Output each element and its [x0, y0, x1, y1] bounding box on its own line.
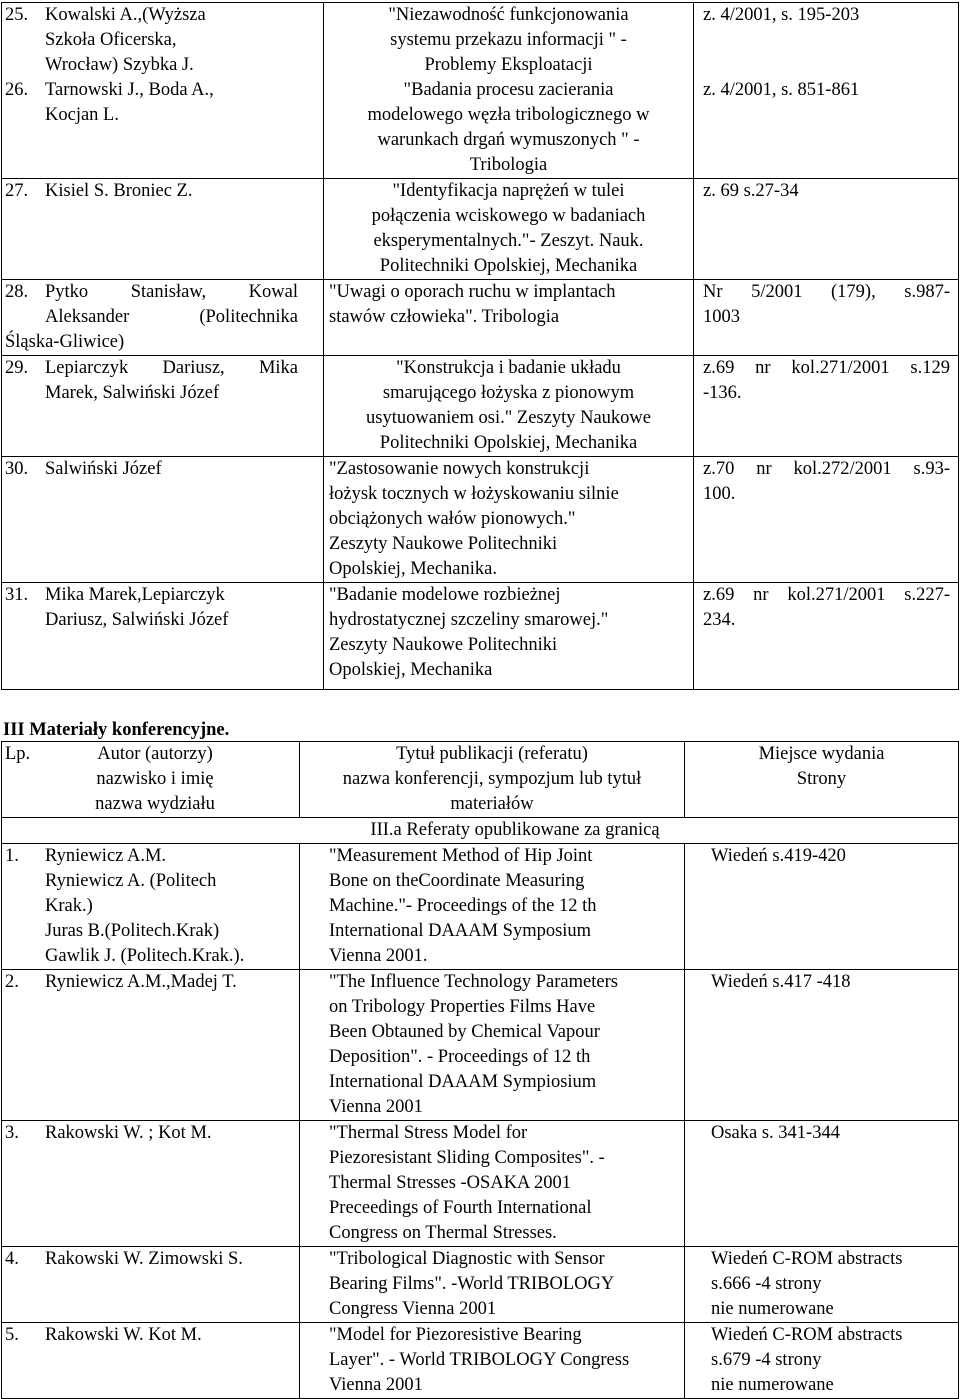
author-line: Marek, Salwiński Józef [45, 383, 220, 403]
author-line: Juras B.(Politech.Krak) [45, 921, 220, 941]
title-line: Opolskiej, Mechanika [329, 660, 493, 680]
row-number: 3. [5, 1123, 19, 1143]
author-line: Kisiel S. Broniec Z. [45, 181, 193, 201]
title-line: "Identyfikacja naprężeń w tulei [392, 181, 625, 201]
source-line: -136. [703, 383, 742, 403]
conference-materials-table [1, 741, 959, 1399]
title-line: hydrostatycznej szczeliny smarowej." [329, 610, 609, 630]
author-line: Aleksander (Politechnika [45, 307, 298, 327]
title-line: on Tribology Properties Films Have [329, 997, 596, 1017]
author-line: Gawlik J. (Politech.Krak.). [45, 946, 245, 966]
author-line: Rakowski W. ; Kot M. [45, 1123, 212, 1143]
author-line: Krak.) [45, 896, 93, 916]
table-row [2, 970, 959, 1121]
title-line: Politechniki Opolskiej, Mechanika [379, 433, 638, 453]
author-line: Tarnowski J., Boda A., [45, 80, 214, 100]
title-line: "Thermal Stress Model for [329, 1123, 528, 1143]
title-line: International DAAAM Sympiosium [329, 1072, 597, 1092]
table-header-row [2, 742, 959, 818]
source-line: z.69 nr kol.271/2001 s.129 [703, 358, 950, 378]
title-line: Deposition". - Proceedings of 12 th [329, 1047, 591, 1067]
author-line: Rakowski W. Zimowski S. [45, 1249, 243, 1269]
table-row [2, 1121, 959, 1247]
table-row [2, 179, 959, 280]
author-line: Mika Marek,Lepiarczyk [45, 585, 225, 605]
title-line: Zeszyty Naukowe Politechniki [329, 534, 558, 554]
place-line: s.679 -4 strony [711, 1350, 822, 1370]
title-line: systemu przekazu informacji " - [390, 30, 627, 50]
header-author: nazwisko i imię [96, 769, 214, 789]
title-line: Politechniki Opolskiej, Mechanika [379, 256, 638, 276]
section-title: III Materiały konferencyjne. [3, 720, 230, 740]
author-line: Śląska-Gliwice) [5, 332, 125, 352]
author-line: Salwiński Józef [45, 459, 162, 479]
row-number: 2. [5, 972, 19, 992]
source-line: Nr 5/2001 (179), s.987- [703, 282, 950, 302]
title-line: "Niezawodność funkcjonowania [388, 5, 629, 25]
title-line: Congress on Thermal Stresses. [329, 1223, 557, 1243]
title-line: "Badanie modelowe rozbieżnej [329, 585, 561, 605]
author-line: Pytko Stanisław, Kowal [45, 282, 298, 302]
header-author: Autor (autorzy) [97, 744, 213, 764]
title-line: "Measurement Method of Hip Joint [329, 846, 593, 866]
author-line: Kocjan L. [45, 105, 119, 125]
source-line: 234. [703, 610, 736, 630]
header-title: Tytuł publikacji (referatu) [396, 744, 588, 764]
title-line: łożysk tocznych w łożyskowaniu silnie [329, 484, 619, 504]
author-line: Dariusz, Salwiński Józef [45, 610, 229, 630]
table-row [2, 457, 959, 583]
place-line: Osaka s. 341-344 [711, 1123, 840, 1143]
table-row [2, 3, 959, 179]
header-title: materiałów [450, 794, 534, 814]
table-row [2, 1323, 959, 1399]
title-line: Preceedings of Fourth International [329, 1198, 592, 1218]
title-line: "Uwagi o oporach ruchu w implantach [329, 282, 616, 302]
table-row [2, 583, 959, 690]
table-row [2, 356, 959, 457]
table-row [2, 1247, 959, 1323]
header-author: nazwa wydziału [95, 794, 215, 814]
row-number: 25. [5, 5, 29, 25]
source-line: 1003 [703, 307, 740, 327]
author-line: Kowalski A.,(Wyższa [45, 5, 206, 25]
source-ref: z. 69 s.27-34 [703, 181, 799, 201]
row-number: 31. [5, 585, 29, 605]
row-number: 26. [5, 80, 29, 100]
title-line: połączenia wciskowego w badaniach [371, 206, 646, 226]
author-line: Wrocław) Szybka J. [45, 55, 194, 75]
source-ref: z. 4/2001, s. 851-861 [703, 80, 860, 100]
source-ref: z. 4/2001, s. 195-203 [703, 5, 860, 25]
title-line: "Badania procesu zacierania [403, 80, 614, 100]
title-line: International DAAAM Symposium [329, 921, 592, 941]
place-line: nie numerowane [711, 1299, 834, 1319]
title-line: usytuowaniem osi." Zeszyty Naukowe [366, 408, 651, 428]
author-line: Ryniewicz A.M. [45, 846, 167, 866]
place-line: Wiedeń s.419-420 [711, 846, 846, 866]
source-line: z.70 nr kol.272/2001 s.93- [703, 459, 950, 479]
source-line: 100. [703, 484, 736, 504]
place-line: Wiedeń C-ROM abstracts [711, 1325, 903, 1345]
title-line: stawów człowieka". Tribologia [329, 307, 560, 327]
title-line: Piezoresistant Sliding Composites". - [329, 1148, 605, 1168]
place-line: nie numerowane [711, 1375, 834, 1395]
table-row [2, 844, 959, 970]
author-line: Ryniewicz A.M.,Madej T. [45, 972, 237, 992]
title-line: "Tribological Diagnostic with Sensor [329, 1249, 605, 1269]
title-line: warunkach drgań wymuszonych " - [377, 130, 640, 150]
title-line: modelowego węzła tribologicznego w [367, 105, 650, 125]
title-line: eksperymentalnych."- Zeszyt. Nauk. [373, 231, 644, 251]
header-lp: Lp. [5, 744, 31, 764]
title-line: Vienna 2001. [329, 946, 428, 966]
header-place: Miejsce wydania [758, 744, 885, 764]
subheading-row [2, 818, 959, 844]
title-line: Bearing Films". -World TRIBOLOGY [329, 1274, 615, 1294]
title-line: "Zastosowanie nowych konstrukcji [329, 459, 590, 479]
publications-table-continued [1, 2, 959, 690]
author-line: Ryniewicz A. (Politech [45, 871, 217, 891]
title-line: Problemy Eksploatacji [424, 55, 593, 75]
title-line: Vienna 2001 [329, 1097, 423, 1117]
title-line: Machine."- Proceedings of the 12 th [329, 896, 597, 916]
title-line: Congress Vienna 2001 [329, 1299, 497, 1319]
place-line: s.666 -4 strony [711, 1274, 822, 1294]
header-title: nazwa konferencji, sympozjum lub tytuł [342, 769, 642, 789]
row-number: 1. [5, 846, 19, 866]
title-line: "The Influence Technology Parameters [329, 972, 618, 992]
title-line: obciążonych wałów pionowych." [329, 509, 576, 529]
title-line: "Model for Piezoresistive Bearing [329, 1325, 582, 1345]
title-line: Vienna 2001 [329, 1375, 423, 1395]
subheading: III.a Referaty opublikowane za granicą [370, 820, 660, 840]
header-place: Strony [796, 769, 847, 789]
author-line: Rakowski W. Kot M. [45, 1325, 202, 1345]
place-line: Wiedeń C-ROM abstracts [711, 1249, 903, 1269]
table-row [2, 280, 959, 356]
row-number: 28. [5, 282, 29, 302]
title-line: smarującego łożyska z pionowym [382, 383, 635, 403]
source-line: z.69 nr kol.271/2001 s.227- [703, 585, 950, 605]
title-line: Thermal Stresses -OSAKA 2001 [329, 1173, 572, 1193]
row-number: 30. [5, 459, 29, 479]
title-line: "Konstrukcja i badanie układu [396, 358, 621, 378]
row-number: 4. [5, 1249, 19, 1269]
title-line: Opolskiej, Mechanika. [329, 559, 497, 579]
row-number: 29. [5, 358, 29, 378]
row-number: 27. [5, 181, 29, 201]
title-line: Tribologia [469, 155, 548, 175]
row-number: 5. [5, 1325, 19, 1345]
title-line: Bone on theCoordinate Measuring [329, 871, 585, 891]
title-line: Layer". - World TRIBOLOGY Congress [329, 1350, 630, 1370]
author-line: Lepiarczyk Dariusz, Mika [45, 358, 298, 378]
title-line: Zeszyty Naukowe Politechniki [329, 635, 558, 655]
author-line: Szkoła Oficerska, [45, 30, 177, 50]
place-line: Wiedeń s.417 -418 [711, 972, 851, 992]
title-line: Been Obtauned by Chemical Vapour [329, 1022, 600, 1042]
